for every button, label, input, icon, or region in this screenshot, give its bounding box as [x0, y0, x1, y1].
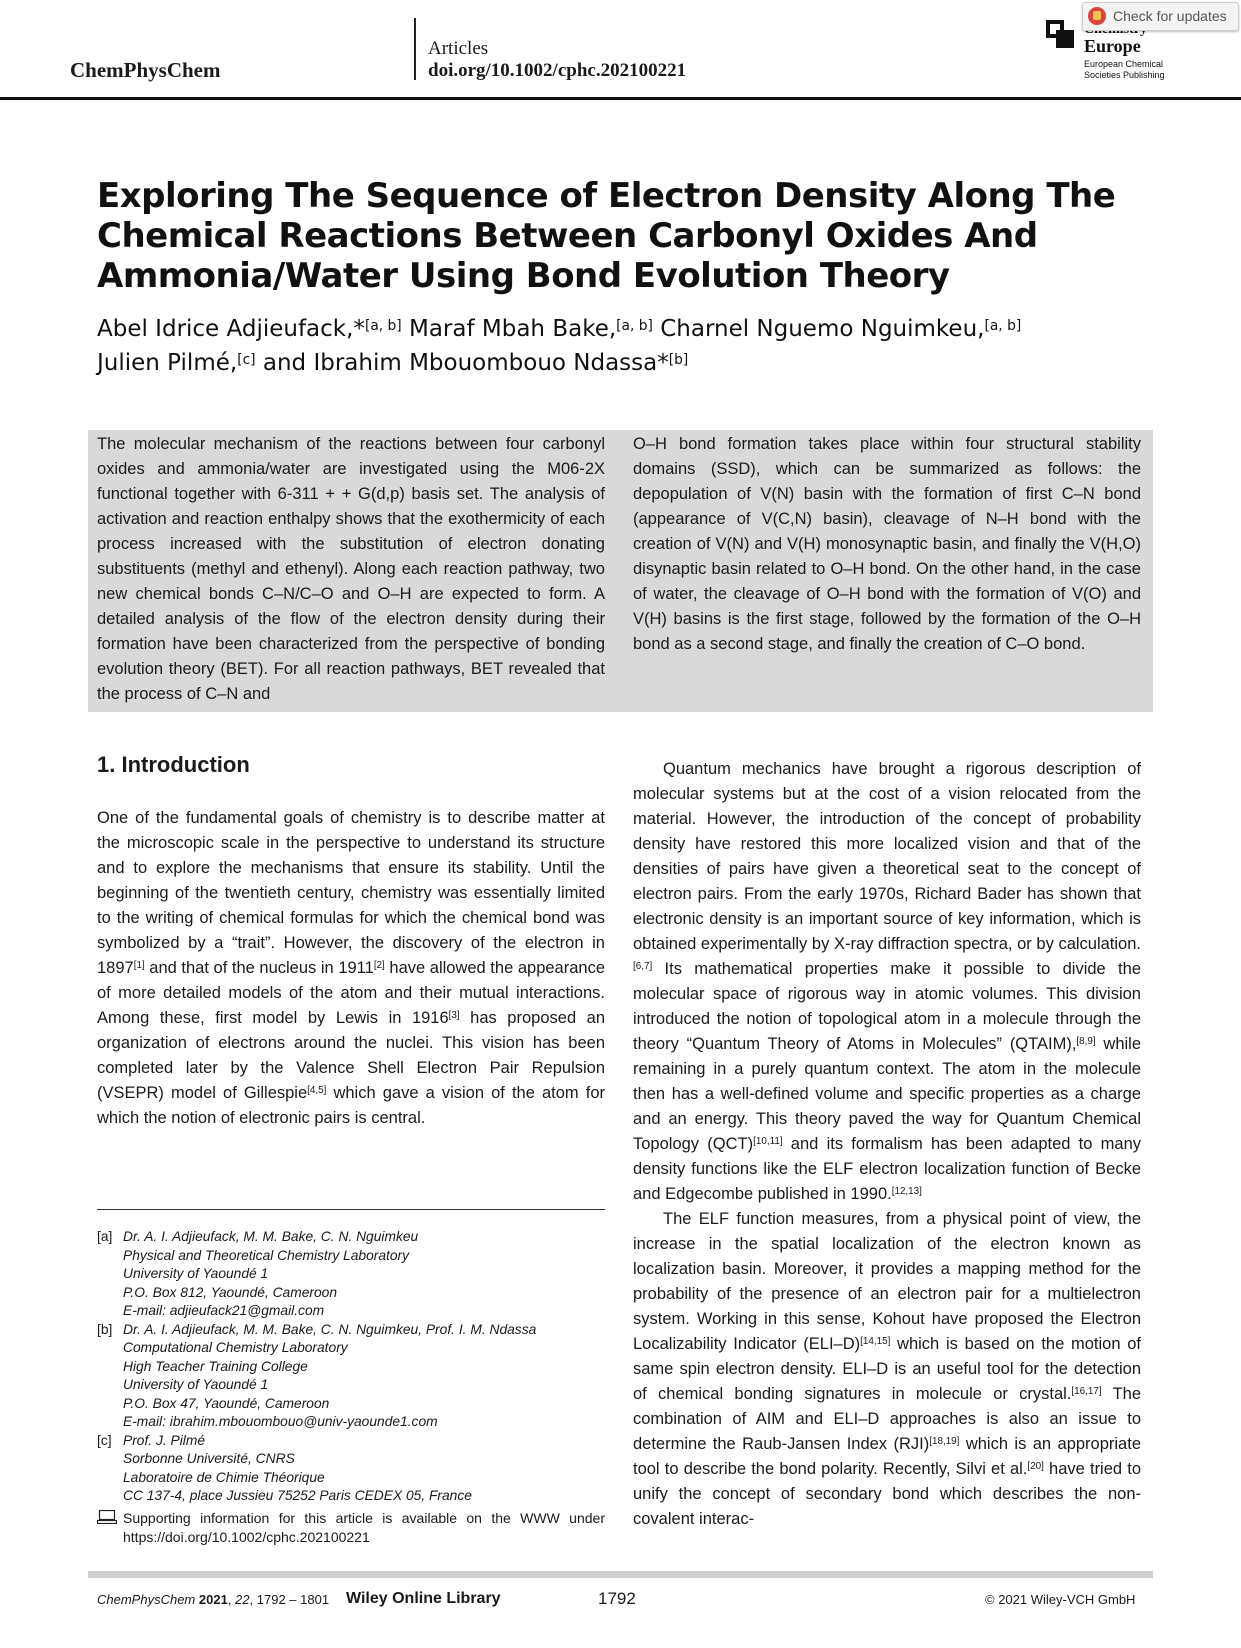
citation-ref[interactable]: [3] [448, 1010, 460, 1021]
header-divider [414, 18, 416, 80]
header-rule [0, 97, 1241, 100]
citation-ref[interactable]: [20] [1027, 1461, 1044, 1472]
check-for-updates-label: Check for updates [1113, 8, 1227, 24]
footnote-rule [97, 1209, 605, 1210]
section-heading: 1. Introduction [97, 752, 250, 777]
title-line: Exploring The Sequence of Electron Density Along The [97, 176, 1116, 216]
citation-ref[interactable]: [2] [373, 960, 385, 971]
intro-left-column: One of the fundamental goals of chemistry is to describe matter at the microscopic scale in the perspective to understand its structure and to explore the mechanisms that ensure its stability. Until the beginning of the twentieth century, chemistry was essentially limited to the writing of chemical formulas for which the chemical bond was symbolized by a “trait”. However, the discovery of the electron in 1897[1] and that of the nucleus in 1911[2] have allowed the appearance of more detailed models of the atom and their mutual interactions. Among these, first model by Lewis in 1916[3] has proposed an organization of electrons around the nuclei. This vision has been completed later by the Valence Shell Electron Pair Repulsion (VSEPR) model of Gillespie[4,5] which gave a vision of the atom for which the notion of electronic pairs is central. [97, 809, 606, 1127]
logo-line2: Europe [1084, 36, 1141, 56]
citation-ref[interactable]: [12,13] [891, 1186, 922, 1197]
page-number: 1792 [598, 1589, 636, 1608]
affiliation-footnotes [97, 1228, 605, 1506]
doi-link[interactable]: doi.org/10.1002/cphc.202100221 [428, 60, 687, 81]
section-label: Articles [428, 38, 489, 59]
abstract-left-column: The molecular mechanism of the reactions between four carbonyl oxides and ammonia/water are investigated using the M06-2X functional together with 6-311 + + G(d,p) basis set. The analysis of activation and reaction enthalpy shows that the exothermicity of each process increased with the substitution of electron donating substituents (methyl and ethenyl). Along each reaction pathway, two new chemical bonds C–N/C–O and O–H are expected to form. A detailed analysis of the flow of the electron density during their formation have been characterized from the perspective of bonding evolution theory (BET). For all reaction pathways, BET revealed that the process of C–N and [97, 435, 605, 703]
paragraph: The ELF function measures, from a physical point of view, the increase in the spatial localization of the electron known as localization basin. Moreover, it provides a mapping method for the probability of the presence of an electron pair for a multielectron system. Working in this sense, Kohout have proposed the Electron Localizability Indicator (ELI–D)[14,15] which is based on the motion of same spin electron density. ELI–D is an useful tool for the detection of chemical bonding signatures in molecule or crystal.[16,17] The combination of AIM and ELI–D approaches is also an issue to determine the Raub-Jansen Index (RJI)[18,19] which is an appropriate tool to describe the bond polarity. Recently, Silvi et al.[20] have tried to unify the concept of secondary bond which describes the non-covalent interac- [633, 1210, 1142, 1528]
logo-square-filled-icon [1056, 30, 1074, 48]
footer-citation: ChemPhysChem 2021, 22, 1792 – 1801 [97, 1592, 330, 1607]
footnote-b: [b] Dr. A. I. Adjieufack, M. M. Bake, C. N. Nguimkeu, Prof. I. M. Ndassa Computational Chemistry Laboratory High Teacher Training College University of Yaoundé 1 P.O. Box 47, Yaoundé, Cameroon E-mail: ibrahim.mbouombouo@univ-yaounde1.com [97, 1321, 605, 1432]
copyright: © 2021 Wiley-VCH GmbH [985, 1592, 1136, 1607]
intro-right-column [633, 757, 1141, 1532]
footnote-a: [a] Dr. A. I. Adjieufack, M. M. Bake, C. N. Nguimkeu Physical and Theoretical Chemistry Laboratory University of Yaoundé 1 P.O. Box 812, Yaoundé, Cameroon E-mail: adjieufack21@gmail.com [97, 1228, 605, 1321]
title-line: Chemical Reactions Between Carbonyl Oxides And [97, 216, 1038, 256]
footnote-c: [c] Prof. J. Pilmé Sorbonne Université, CNRS Laboratoire de Chimie Théorique CC 137-4, place Jussieu 75252 Paris CEDEX 05, France [97, 1432, 472, 1503]
logo-subtitle: European Chemical Societies Publishing [1084, 59, 1165, 80]
email-link[interactable]: E-mail: ibrahim.mbouombouo@univ-yaounde1.com [123, 1414, 438, 1429]
crossmark-icon [1088, 7, 1106, 25]
check-for-updates-button[interactable] [1082, 2, 1239, 31]
article-title [97, 176, 1117, 296]
footer-rule [88, 1571, 1153, 1578]
citation-ref[interactable]: [4,5] [307, 1085, 327, 1096]
citation-ref[interactable]: [1] [133, 960, 145, 971]
citation-ref[interactable]: [6,7] [633, 961, 653, 972]
wiley-online-library-link[interactable]: Wiley Online Library [346, 1590, 501, 1607]
citation-ref[interactable]: [10,11] [753, 1136, 783, 1147]
author-list: Abel Idrice Adjieufack,*[a, b] Maraf Mbah Bake,[a, b] Charnel Nguemo Nguimkeu,[a, b] Julien Pilmé,[c] and Ibrahim Mbouombouo Ndassa*[b] [97, 316, 1022, 376]
journal-name: ChemPhysChem [70, 58, 221, 82]
title-line: Ammonia/Water Using Bond Evolution Theory [97, 256, 950, 296]
paragraph: Quantum mechanics have brought a rigorous description of molecular systems but at the cost of a vision relocated from the material. However, the introduction of the concept of probability density have restored this more localized vision and that of the densities of pairs have given a theoretical seat to the concept of electron pairs. From the early 1970s, Richard Bader has shown that electronic density is an important source of key information, which is obtained experimentally by X-ray diffraction spectra, or by calculation.[6,7] Its mathematical properties make it possible to divide the molecular space of rigorous way in atomic volumes. This division introduced the notion of topological atom in a molecule through the theory “Quantum Theory of Atoms in Molecules” (QTAIM),[8,9] while remaining in a purely quantum context. The atom in the molecule then has a well-defined volume and specific properties as a charge and an energy. This theory paved the way for Quantum Chemical Topology (QCT)[10,11] and its formalism has been adapted to many density functions like the ELF electron localization function of Becke and Edgecombe published in 1990.[12,13] [633, 760, 1141, 1203]
citation-ref[interactable]: [16,17] [1071, 1386, 1102, 1397]
email-link[interactable]: E-mail: adjieufack21@gmail.com [123, 1303, 325, 1318]
citation-ref[interactable]: [18,19] [929, 1436, 960, 1447]
computer-icon [97, 1510, 117, 1524]
abstract-right-column: O–H bond formation takes place within four structural stability domains (SSD), which can be summarized as follows: the depopulation of V(N) basin with the formation of first C–N bond (appearance of V(C,N) basin), cleavage of N–H bond with the creation of V(N) and V(H) monosynaptic basin, and finally the V(H,O) disynaptic basin related to O–H bond. On the other hand, in the case of water, the cleavage of O–H bond with the formation of V(O) and V(H) basins is the first stage, followed by the formation of the O–H bond as a second stage, and finally the creation of C–O bond. [633, 435, 1141, 653]
citation-ref[interactable]: [8,9] [1076, 1036, 1096, 1047]
citation-ref[interactable]: [14,15] [860, 1336, 891, 1347]
supporting-info-text[interactable]: Supporting information for this article is available on the WWW under https://doi.org/10.1002/cphc.202100221 [123, 1510, 605, 1545]
supporting-info-note [97, 1509, 605, 1546]
